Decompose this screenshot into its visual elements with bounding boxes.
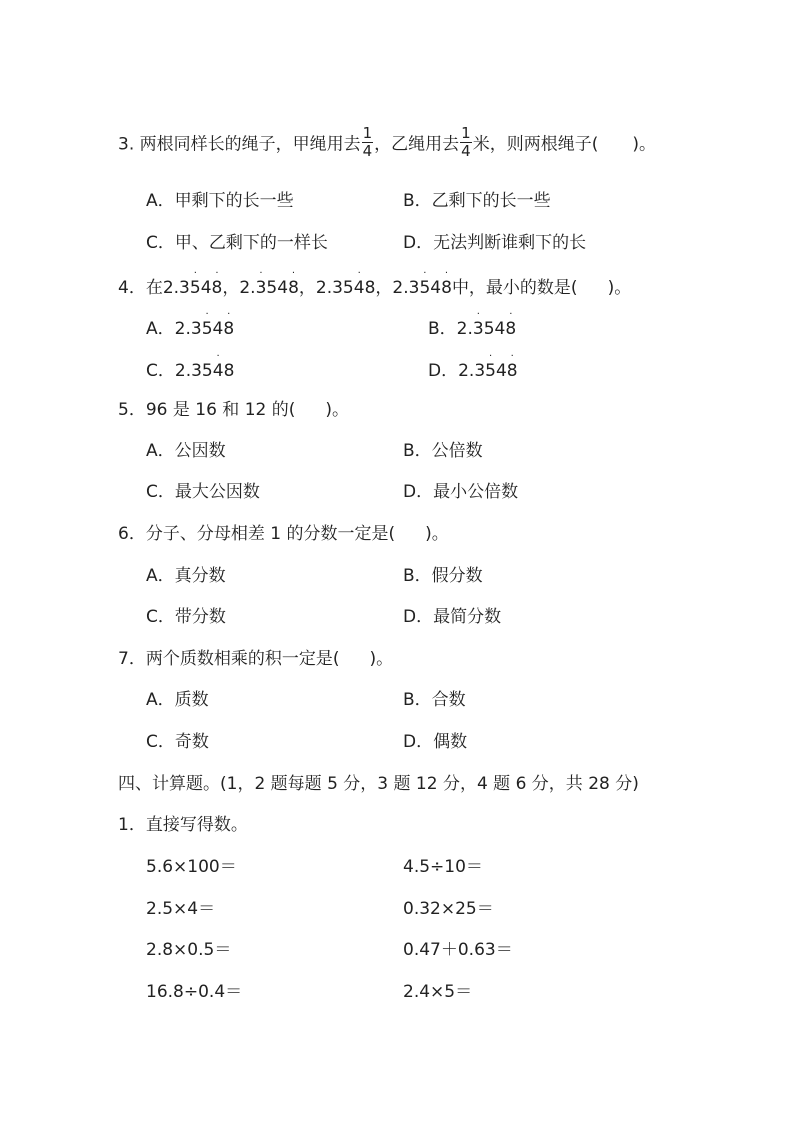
question-5: 5．96 是 16 和 12 的( )。 bbox=[118, 400, 350, 420]
q4-option-b[interactable]: B．2. · 354 · 8 bbox=[428, 309, 517, 339]
calc-expression[interactable]: 2.4×5＝ bbox=[403, 982, 473, 1002]
q3-option-a[interactable]: A．甲剩下的长一些 bbox=[146, 191, 294, 211]
q4-number-1: 2.3 · 54 · 8 bbox=[162, 268, 223, 298]
calc-expression[interactable]: 4.5÷10＝ bbox=[403, 857, 483, 877]
q4-number-2: 2. · 354 · 8 bbox=[239, 268, 299, 298]
q5-option-c[interactable]: C．最大公因数 bbox=[146, 482, 260, 502]
q6-option-a[interactable]: A．真分数 bbox=[146, 566, 226, 586]
section-4-heading: 四、计算题。(1，2 题每题 5 分，3 题 12 分，4 题 6 分，共 28 分) bbox=[118, 774, 639, 794]
q7-option-b[interactable]: B．合数 bbox=[403, 690, 466, 710]
calc-expression[interactable]: 0.47＋0.63＝ bbox=[403, 940, 513, 960]
question-6: 6．分子、分母相差 1 的分数一定是( )。 bbox=[118, 524, 449, 544]
q3-option-d[interactable]: D．无法判断谁剩下的长 bbox=[403, 233, 587, 253]
q3-fraction-1: $\frac{1}{4}$ bbox=[362, 124, 373, 160]
question-4: 4．在2.3 · 54 · 8，2. · 354 · 8，2.35 · 48，2.3 · 54 · 8中，最小的数是( )。 bbox=[118, 268, 632, 298]
calc-expression[interactable]: 2.8×0.5＝ bbox=[146, 940, 232, 960]
section-4-sub-1: 1．直接写得数。 bbox=[118, 815, 248, 835]
q3-option-b[interactable]: B．乙剩下的长一些 bbox=[403, 191, 551, 211]
q4-option-a[interactable]: A．2.3 · 54 · 8 bbox=[146, 309, 235, 339]
q3-end: )。 bbox=[632, 134, 656, 155]
q4-number-4: 2.3 · 54 · 8 bbox=[392, 268, 452, 298]
q4-suffix: 中，最小的数是( bbox=[451, 278, 578, 298]
question-3 bbox=[118, 124, 656, 162]
q3-prefix: 3. 两根同样长的绳子，甲绳用去 bbox=[118, 134, 361, 155]
question-7: 7．两个质数相乘的积一定是( )。 bbox=[118, 649, 394, 669]
q7-option-a[interactable]: A．质数 bbox=[146, 690, 209, 710]
q5-option-d[interactable]: D．最小公倍数 bbox=[403, 482, 519, 502]
q5-option-b[interactable]: B．公倍数 bbox=[403, 441, 483, 461]
calc-expression[interactable]: 5.6×100＝ bbox=[146, 857, 237, 877]
calc-expression[interactable]: 16.8÷0.4＝ bbox=[146, 982, 243, 1002]
q6-option-b[interactable]: B．假分数 bbox=[403, 566, 483, 586]
q3-fraction-2: $\frac{1}{4}$ bbox=[461, 124, 471, 160]
calc-expression[interactable]: 2.5×4＝ bbox=[146, 899, 216, 919]
q4-option-c[interactable]: C．2.35 · 48 bbox=[146, 351, 235, 381]
q3-option-c[interactable]: C．甲、乙剩下的一样长 bbox=[146, 233, 328, 253]
q7-option-d[interactable]: D．偶数 bbox=[403, 732, 468, 752]
q6-option-c[interactable]: C．带分数 bbox=[146, 607, 226, 627]
q3-suffix: 米，则两根绳子( bbox=[472, 134, 599, 155]
calc-expression[interactable]: 0.32×25＝ bbox=[403, 899, 494, 919]
q4-prefix: 4．在 bbox=[118, 278, 163, 298]
q5-option-a[interactable]: A．公因数 bbox=[146, 441, 226, 461]
q3-middle: ，乙绳用去 bbox=[374, 134, 460, 155]
q6-option-d[interactable]: D．最简分数 bbox=[403, 607, 502, 627]
q7-option-c[interactable]: C．奇数 bbox=[146, 732, 209, 752]
q4-number-3: 2.35 · 48 bbox=[315, 268, 376, 298]
q4-option-d[interactable]: D．2.3 · 54 · 8 bbox=[428, 351, 518, 381]
